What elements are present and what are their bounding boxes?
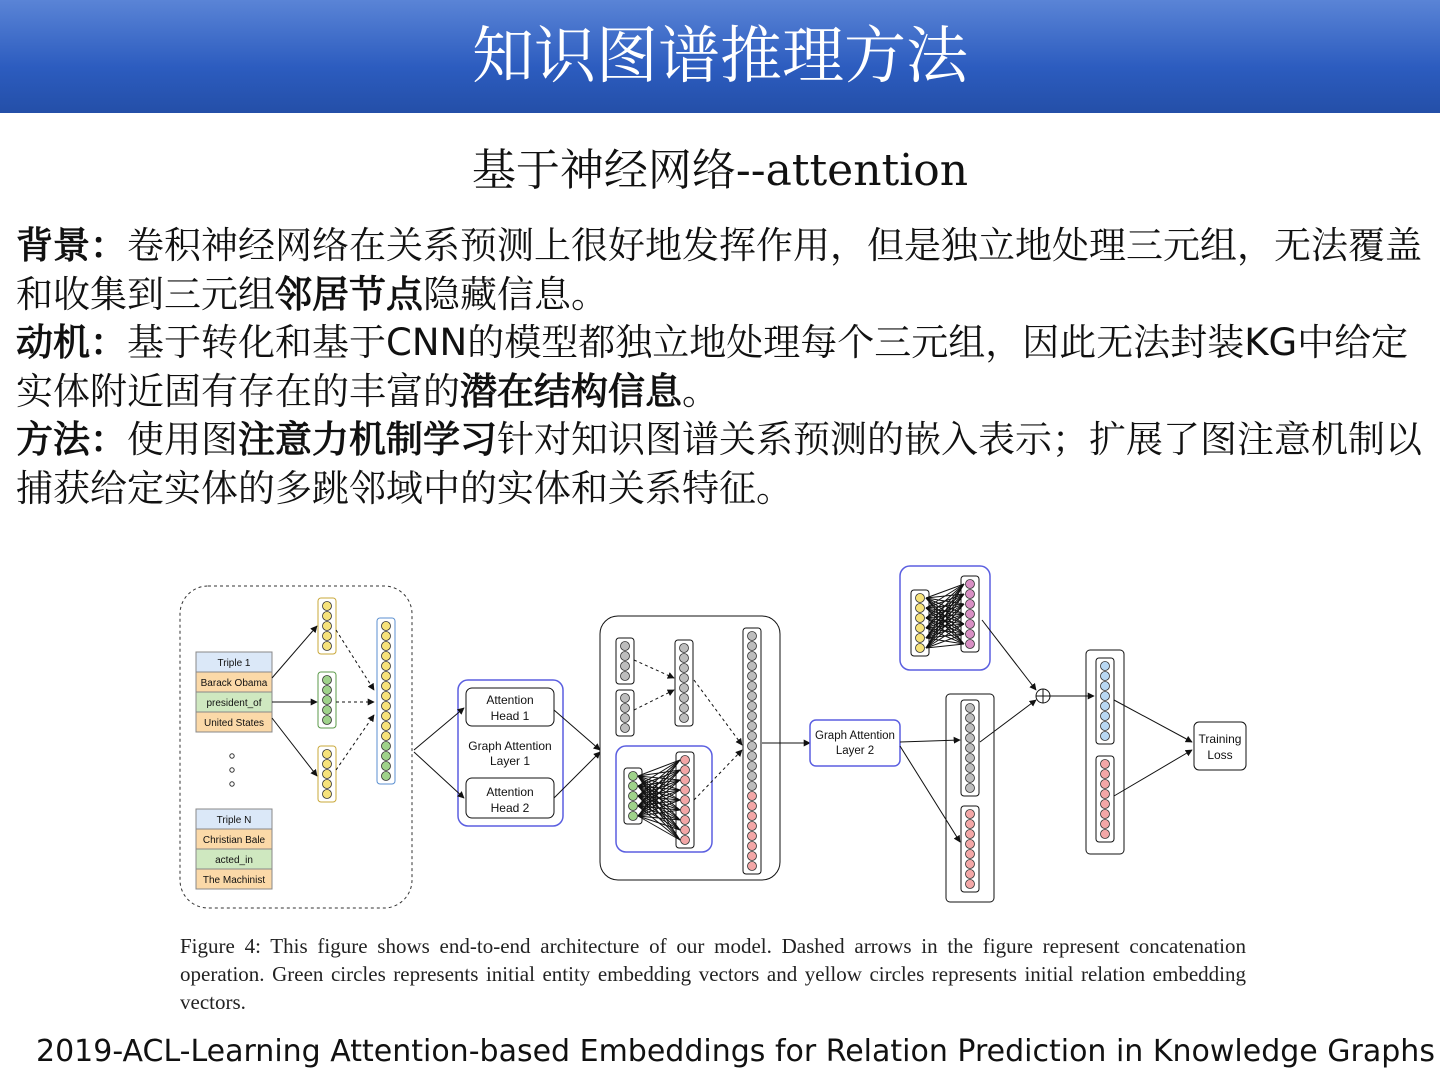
motivation-bold: 潜在结构信息 (460, 369, 682, 413)
large-concat-vector-circle (748, 642, 757, 651)
triple-1-label: Triple 1 (217, 658, 251, 669)
dashed-concat-3 (336, 715, 374, 770)
method-text-a: 使用图 (127, 418, 238, 461)
entity-output-vec-circle (966, 754, 975, 763)
concat-vector-circle (382, 632, 391, 641)
inner-output-vec-circle (681, 776, 690, 785)
concat-vector-circle (382, 662, 391, 671)
hidden-vec-c-circle (680, 674, 689, 683)
figure-caption: Figure 4: This figure shows end-to-end architecture of our model. Dashed arrows in the figure represent concatenation operation. Green circles represents initial entity embedding vectors and yellow circles represents initial relation embedding vectors. (180, 934, 1246, 1014)
method-text-b: 针对知识图谱关系预测的嵌入表示；扩展了图注意机制以捕获给定实体的多跳邻域中的实体和关系特征。 (16, 418, 1422, 510)
relation-output-vec-circle (966, 620, 975, 629)
paragraph-motivation (16, 319, 1424, 416)
relation-vector-1-circle (323, 642, 332, 651)
concat-vector-circle (382, 692, 391, 701)
triple-n-label: The Machinist (202, 875, 266, 886)
large-concat-vector-circle (748, 762, 757, 771)
final-blue-vec-circle (1101, 692, 1110, 701)
entity-output-vec-circle (966, 744, 975, 753)
inner-entity-vec-circle (629, 772, 638, 781)
inner-output-vec-circle (681, 766, 690, 775)
dashed-large-2 (694, 750, 742, 800)
large-concat-vector-circle (748, 812, 757, 821)
concat-vector-circle (382, 742, 391, 751)
relation-vector-1-circle (323, 612, 332, 621)
final-blue-vec-column (1096, 658, 1114, 744)
large-concat-vector-circle (748, 752, 757, 761)
relation-input-vec-circle (916, 604, 925, 613)
concat-vector-circle (382, 712, 391, 721)
entity-vector-circle (323, 686, 332, 695)
relation-output-vec-circle (966, 640, 975, 649)
arrow-gat2-to-red (900, 746, 960, 842)
entity-vector-circle (323, 716, 332, 725)
relation-vector-2-circle (323, 790, 332, 799)
arrow-gat2-to-entity (900, 740, 960, 742)
arrow-ent-to-plus (980, 700, 1036, 742)
large-concat-vector-circle (748, 672, 757, 681)
entity-vector-circle (323, 676, 332, 685)
large-concat-vector-circle (748, 842, 757, 851)
large-concat-vector-circle (748, 792, 757, 801)
inner-entity-vec-circle (629, 812, 638, 821)
hidden-vec-b-circle (621, 694, 630, 703)
hidden-vec-b-circle (621, 714, 630, 723)
paragraph-method (16, 416, 1424, 513)
hidden-vec-a-circle (621, 642, 630, 651)
relation-input-vec-circle (916, 644, 925, 653)
hidden-vec-c-circle (680, 704, 689, 713)
concat-vector-circle (382, 672, 391, 681)
hidden-vec-c-circle (680, 664, 689, 673)
arrow-head-1-out (554, 710, 600, 750)
gat-layer-2-box (810, 720, 900, 766)
motivation-text-b: 。 (682, 369, 719, 413)
gat-layer-2-label: Layer 2 (835, 745, 875, 757)
entity-red-vec-circle (966, 850, 975, 859)
ellipsis-dot (230, 768, 234, 772)
relation-vector-2-circle (323, 760, 332, 769)
triple-1-label: United States (203, 718, 265, 729)
gat-layer-1-label: Layer 1 (489, 754, 531, 768)
entity-red-vec-circle (966, 860, 975, 869)
final-blue-vec-circle (1101, 732, 1110, 741)
relation-vector-1-circle (323, 622, 332, 631)
arrow-triple-to-rel (272, 626, 317, 678)
entity-red-vec-circle (966, 830, 975, 839)
entity-red-vec-circle (966, 870, 975, 879)
concat-vector-circle (382, 682, 391, 691)
arrow-head-2-out (554, 752, 600, 798)
inner-entity-vec-circle (629, 782, 638, 791)
large-concat-vector-circle (748, 802, 757, 811)
hidden-vec-c-circle (680, 714, 689, 723)
motivation-text-a: 基于转化和基于CNN的模型都独立地处理每个三元组，因此无法封装KG中给定实体附近固有存在的丰富的 (16, 321, 1409, 413)
method-bold: 注意力机制学习 (238, 418, 497, 461)
entity-red-vec-circle (966, 880, 975, 889)
relation-input-vec-circle (916, 624, 925, 633)
arrow-to-head-1 (414, 708, 464, 750)
concat-vector-circle (382, 752, 391, 761)
inner-output-vec-circle (681, 826, 690, 835)
paragraph-background (16, 222, 1424, 319)
final-red-vec-circle (1101, 790, 1110, 799)
relation-output-vec-circle (966, 610, 975, 619)
hidden-vec-a-circle (621, 672, 630, 681)
entity-output-vec-circle (966, 764, 975, 773)
background-text-a: 卷积神经网络在关系预测上很好地发挥作用，但是独立地处理三元组，无法覆盖和收集到三元组 (16, 224, 1422, 316)
training-loss-box (1194, 722, 1246, 770)
training-loss-label: Training (1198, 732, 1242, 746)
inner-output-vec-circle (681, 796, 690, 805)
ellipsis-dot (230, 754, 234, 758)
triple-1-label: Barack Obama (200, 678, 268, 689)
hidden-vec-c-circle (680, 654, 689, 663)
final-blue-vec-circle (1101, 662, 1110, 671)
concat-vector-circle (382, 622, 391, 631)
final-red-vec-column (1096, 756, 1114, 842)
hidden-vec-c-circle (680, 694, 689, 703)
arrow-to-head-2 (414, 752, 464, 798)
relation-output-vec-circle (966, 630, 975, 639)
concat-vector-circle (382, 642, 391, 651)
relation-vector-2-circle (323, 780, 332, 789)
entity-red-vec-circle (966, 840, 975, 849)
background-text-b: 隐藏信息。 (423, 272, 608, 316)
relation-input-vec-circle (916, 634, 925, 643)
final-blue-vec-circle (1101, 682, 1110, 691)
entity-output-vec-circle (966, 734, 975, 743)
relation-input-vec-circle (916, 594, 925, 603)
ellipsis-dot (230, 782, 234, 786)
inner-output-vec-circle (681, 756, 690, 765)
attention-head-2-label: Head 2 (490, 801, 530, 815)
final-blue-vec-circle (1101, 702, 1110, 711)
entity-red-vec-circle (966, 820, 975, 829)
large-concat-vector-circle (748, 742, 757, 751)
attention-head-1-label: Head 1 (490, 709, 530, 723)
entity-output-vec-circle (966, 704, 975, 713)
inner-output-vec-circle (681, 816, 690, 825)
inner-output-vec-circle (681, 806, 690, 815)
entity-output-vec-circle (966, 774, 975, 783)
concat-vector-circle (382, 652, 391, 661)
large-concat-vector-circle (748, 862, 757, 871)
hidden-vec-b-circle (621, 704, 630, 713)
final-red-vec-circle (1101, 770, 1110, 779)
hidden-vec-a-circle (621, 652, 630, 661)
entity-red-vec-column (961, 806, 979, 892)
triple-n-label: acted_in (215, 855, 253, 866)
relation-vector-1-circle (323, 632, 332, 641)
concat-vector-circle (382, 722, 391, 731)
final-red-vec-circle (1101, 820, 1110, 829)
dashed-large-1 (694, 680, 742, 745)
inner-entity-vec-circle (629, 792, 638, 801)
triple-1-label: president_of (206, 698, 262, 709)
relation-output-vec-circle (966, 580, 975, 589)
gat-layer-1-label: Graph Attention (468, 739, 552, 753)
entity-vector-circle (323, 706, 332, 715)
concat-vector-circle (382, 702, 391, 711)
hidden-vec-c-circle (680, 684, 689, 693)
large-concat-vector-circle (748, 652, 757, 661)
entity-output-vec-circle (966, 784, 975, 793)
attention-head-1-label: Attention (486, 693, 534, 707)
triple-n-label: Christian Bale (202, 835, 266, 846)
triple-n-label: Triple N (216, 815, 252, 826)
large-concat-vector-circle (748, 832, 757, 841)
final-red-vec-circle (1101, 830, 1110, 839)
arrow-blue-to-loss (1114, 700, 1192, 742)
final-red-vec-circle (1101, 800, 1110, 809)
final-blue-vec-circle (1101, 712, 1110, 721)
entity-output-vec-circle (966, 724, 975, 733)
background-label: 背景： (16, 224, 127, 267)
paper-citation: 2019-ACL-Learning Attention-based Embeddings for Relation Prediction in Knowledge Graphs (36, 1034, 1435, 1069)
body-text (16, 222, 1424, 513)
entity-output-vec-circle (966, 714, 975, 723)
hidden-vec-b-circle (621, 724, 630, 733)
relation-vector-1-circle (323, 602, 332, 611)
large-concat-vector-circle (748, 632, 757, 641)
relation-output-vec-circle (966, 600, 975, 609)
final-blue-vec-circle (1101, 722, 1110, 731)
relation-vector-2-circle (323, 770, 332, 779)
relation-vector-2-circle (323, 750, 332, 759)
final-red-vec-circle (1101, 780, 1110, 789)
training-loss-label: Loss (1207, 748, 1233, 762)
background-bold: 邻居节点 (275, 272, 423, 316)
concat-vector-circle (382, 762, 391, 771)
large-concat-vector-circle (748, 732, 757, 741)
large-concat-vector-circle (748, 772, 757, 781)
large-concat-vector-circle (748, 712, 757, 721)
slide-subtitle: 基于神经网络--attention (471, 145, 969, 196)
large-concat-vector-circle (748, 722, 757, 731)
architecture-diagram (170, 560, 1270, 920)
slide-title: 知识图谱推理方法 (471, 19, 968, 92)
final-red-vec-circle (1101, 760, 1110, 769)
arrow-triple-to-rel2 (272, 718, 317, 776)
relation-output-vec-circle (966, 590, 975, 599)
large-concat-vector-circle (748, 782, 757, 791)
entity-vector-circle (323, 696, 332, 705)
final-blue-vec-circle (1101, 672, 1110, 681)
concat-vector-circle (382, 732, 391, 741)
final-red-vec-circle (1101, 810, 1110, 819)
large-concat-vector-circle (748, 692, 757, 701)
entity-red-vec-circle (966, 810, 975, 819)
motivation-label: 动机： (16, 321, 127, 364)
method-label: 方法： (16, 418, 127, 461)
large-concat-vector-circle (748, 682, 757, 691)
large-concat-vector-circle (748, 852, 757, 861)
inner-entity-vec-circle (629, 802, 638, 811)
dashed-concat-1 (336, 630, 374, 690)
hidden-vec-c-column (675, 640, 693, 726)
concat-vector-circle (382, 772, 391, 781)
arrow-red-to-loss (1114, 750, 1192, 796)
title-bar (0, 0, 1440, 113)
large-concat-vector-circle (748, 702, 757, 711)
large-concat-vector-circle (748, 662, 757, 671)
relation-input-vec-circle (916, 614, 925, 623)
large-concat-vector-circle (748, 822, 757, 831)
dashed-hidden-1 (634, 660, 674, 678)
hidden-vec-c-circle (680, 644, 689, 653)
inner-output-vec-circle (681, 786, 690, 795)
dashed-hidden-2 (634, 690, 674, 710)
gat-layer-2-label: Graph Attention (815, 730, 895, 742)
attention-head-2-label: Attention (486, 785, 534, 799)
inner-output-vec-circle (681, 836, 690, 845)
hidden-vec-a-circle (621, 662, 630, 671)
